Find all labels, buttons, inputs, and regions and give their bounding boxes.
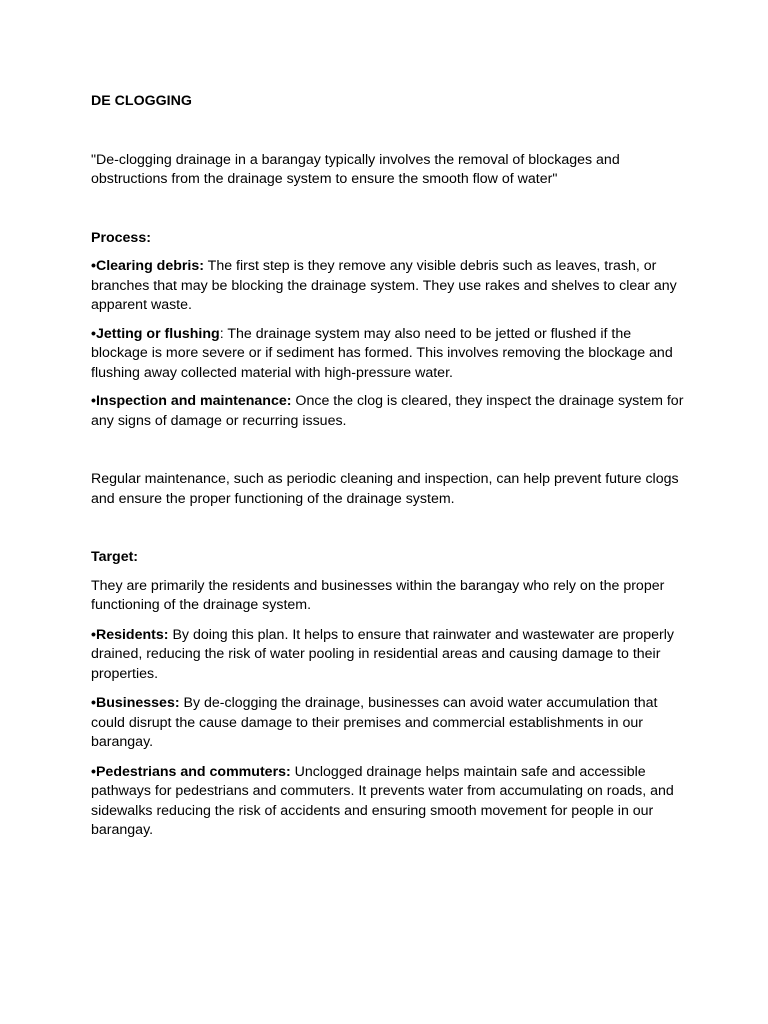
process-item-jetting-flushing <box>91 325 691 384</box>
document-title: DE CLOGGING <box>91 93 192 109</box>
target-item-label: •Residents: <box>91 626 169 643</box>
target-item-pedestrians-commuters <box>91 763 691 841</box>
target-heading: Target: <box>91 549 139 565</box>
process-item-label: •Inspection and maintenance: <box>91 393 292 409</box>
target-intro-paragraph: They are primarily the residents and businesses within the barangay who rely on the proper functioning of the drainage system. <box>91 577 665 613</box>
target-item-businesses <box>91 694 691 753</box>
target-item-label: •Pedestrians and commuters: <box>91 763 291 780</box>
process-heading: Process: <box>91 229 151 246</box>
document-page <box>91 92 691 841</box>
definition-quote: "De-clogging drainage in a barangay typically involves the removal of blockages and obstructions from the drainage system to ensure the smooth flow of water" <box>91 151 620 187</box>
target-item-label: •Businesses: <box>91 695 180 711</box>
target-item-text: By de-clogging the drainage, businesses can avoid water accumulation that could disrupt the cause damage to their premises and commercial establishments in our barangay. <box>91 695 658 750</box>
process-item-text: Once the clog is cleared, they inspect the drainage system for any signs of damage or recurring issues. <box>91 393 684 429</box>
process-item-label: •Clearing debris: <box>91 258 204 274</box>
process-item-clearing-debris <box>91 257 691 316</box>
process-item-text: The first step is they remove any visible debris such as leaves, trash, or branches that may be blocking the drainage system. They use rakes and shelves to clear any apparent waste. <box>91 258 677 313</box>
target-item-text: Unclogged drainage helps maintain safe and accessible pathways for pedestrians and commuters. It prevents water from accumulating on roads, and sidewalks reducing the risk of accidents and ensuring smooth movement for people in our barangay. <box>91 763 674 838</box>
process-item-label: •Jetting or flushing <box>91 325 220 342</box>
target-item-text: By doing this plan. It helps to ensure that rainwater and wastewater are properly drained, reducing the risk of water pooling in residential areas and causing damage to their properties. <box>91 626 675 682</box>
process-item-inspection-maintenance <box>91 392 691 431</box>
process-item-text: : The drainage system may also need to be jetted or flushed if the blockage is more severe or if sediment has formed. This involves removing the blockage and flushing away collected material with high-pressure water. <box>91 325 673 381</box>
regular-maintenance-paragraph: Regular maintenance, such as periodic cleaning and inspection, can help prevent future clogs and ensure the proper functioning of the drainage system. <box>91 471 679 507</box>
target-item-residents <box>91 626 691 685</box>
